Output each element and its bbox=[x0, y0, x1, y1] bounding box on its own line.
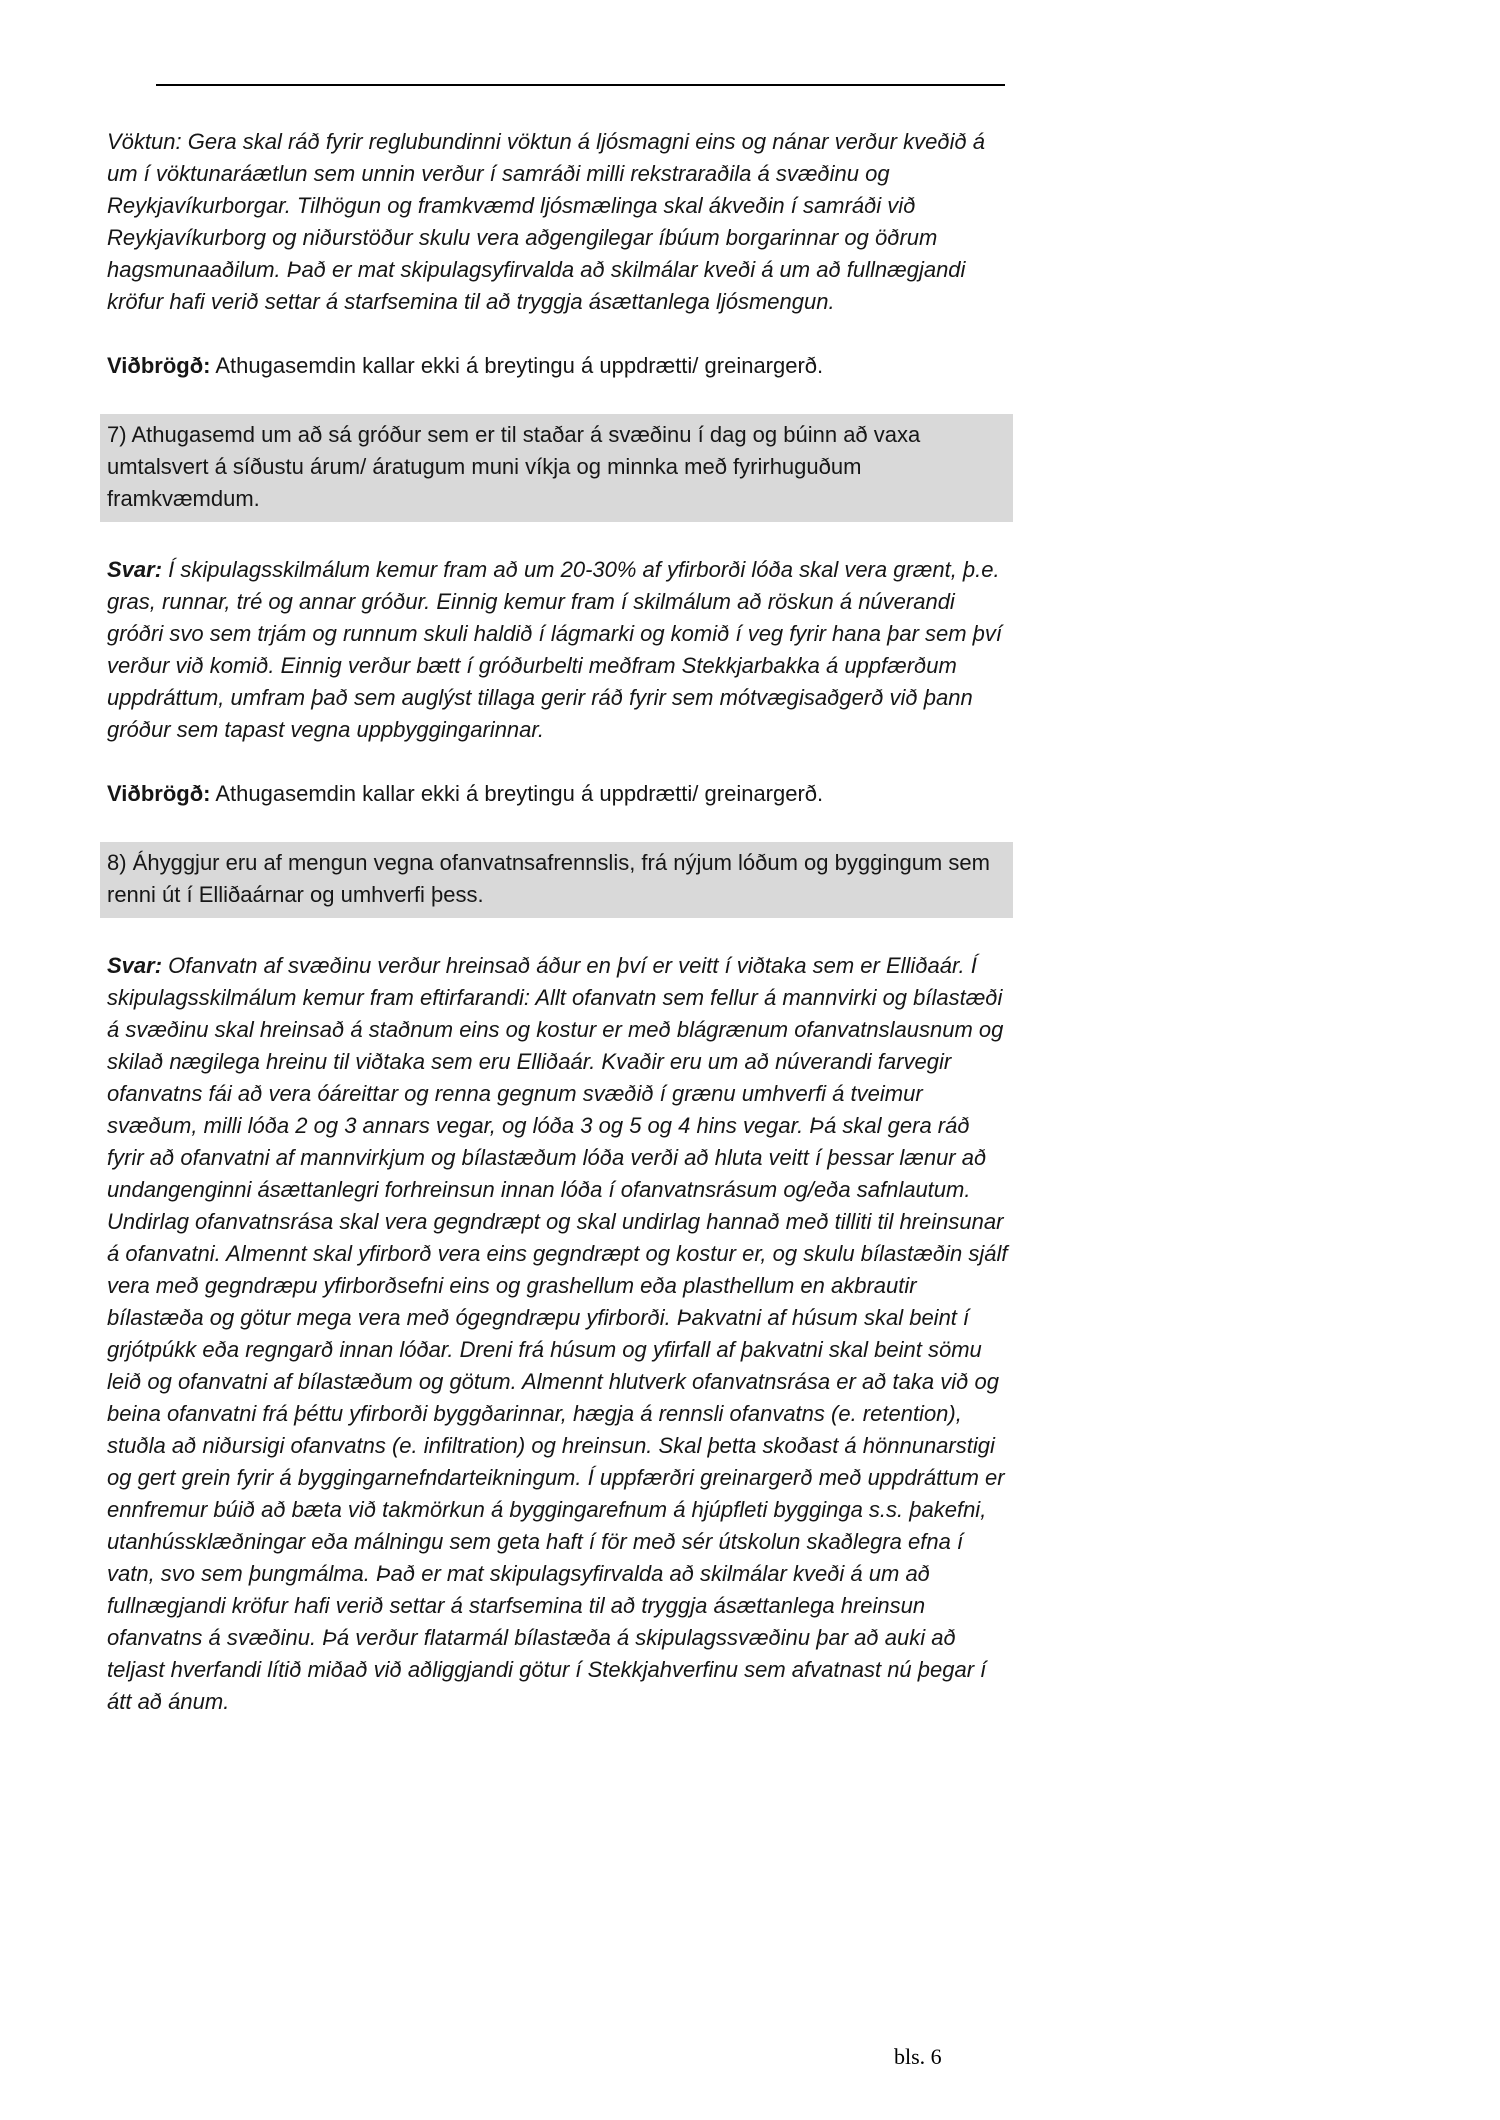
comment-8-highlight bbox=[100, 842, 1013, 918]
svar-label: Svar: bbox=[107, 953, 163, 978]
svar-7-text: Í skipulagsskilmálum kemur fram að um 20-30% af yfirborði lóða skal vera grænt, þ.e. gras, runnar, tré og annar gróður. Einnig kemur fram í skilmálum að röskun á núverandi gróðri svo sem trjám og runnum skuli haldið í lágmarki og komið í veg fyrir hana þar sem því verður við komið. Einnig verður bætt í gróðurbelti meðfram Stekkjarbakka á uppfærðum uppdráttum, umfram það sem auglýst tillaga gerir ráð fyrir sem mótvægisaðgerð við þann gróður sem tapast vegna uppbyggingarinnar. bbox=[107, 557, 1003, 742]
svar-label: Svar: bbox=[107, 557, 163, 582]
vidbrogd-text: Athugasemdin kallar ekki á breytingu á uppdrætti/ greinargerð. bbox=[215, 353, 824, 378]
svar-8-text: Ofanvatn af svæðinu verður hreinsað áður en því er veitt í viðtaka sem er Elliðaár. Í skipulagsskilmálum kemur fram eftirfarandi: Allt ofanvatn sem fellur á mannvirki og bílastæði á svæðinu skal hreinsað á staðnum eins og kostur er með blágrænum ofanvatnslausnum og skilað nægilega hreinu til viðtaka sem eru Elliðaár. Kvaðir eru um að núverandi farvegir ofanvatns fái að vera óáreittar og renna gegnum svæðið í grænu umhverfi á tveimur svæðum, milli lóða 2 og 3 annars vegar, og lóða 3 og 5 og 4 hins vegar. Þá skal gera ráð fyrir að ofanvatni af mannvirkjum og bílastæðum lóða verði að hluta veitt í þessar lænur að undangenginni ásættanlegri forhreinsun innan lóða í ofanvatnsrásum og/eða safnlautum. Undirlag ofanvatnsrása skal vera gegndræpt og skal undirlag hannað með tilliti til hreinsunar á ofanvatni. Almennt skal yfirborð vera eins gegndræpt og kostur er, og skulu bílastæðin sjálf vera með gegndræpu yfirborðsefni eins og grashellum eða plasthellum en akbrautir bílastæða og götur mega vera með ógegndræpu yfirborði. Þakvatni af húsum skal beint í grjótpúkk eða regngarð innan lóðar. Dreni frá húsum og yfirfall af þakvatni skal beint sömu leið og ofanvatni af bílastæðum og götum. Almennt hlutverk ofanvatnsrása er að taka við og beina ofanvatni frá þéttu yfirborði byggðarinnar, hægja á rennsli ofanvatns (e. retention), stuðla að niðursigi ofanvatns (e. infiltration) og hreinsun. Skal þetta skoðast á hönnunarstigi og gert grein fyrir á byggingarnefndarteikningum. Í uppfærðri greinargerð með uppdráttum er ennfremur búið að bæta við takmörkun á byggingarefnum á hjúpfleti bygginga s.s. þakefni, utanhússklæðningar eða málningu sem geta haft í för með sér útskolun skaðlegra efna í vatn, svo sem þungmálma. Það er mat skipulagsyfirvalda að skilmálar kveði á um að fullnægjandi kröfur hafi verið settar á starfsemina til að tryggja ásættanlega hreinsun ofanvatns á svæðinu. Þá verður flatarmál bílastæða á skipulagssvæðinu þar að auki að teljast hverfandi lítið miðað við aðliggjandi götur í Stekkjahverfinu sem afvatnast nú þegar í átt að ánum. bbox=[107, 953, 1008, 1714]
svar-7-paragraph bbox=[107, 554, 1010, 746]
paragraph-voktun-text: Vöktun: Gera skal ráð fyrir reglubundinni vöktun á ljósmagni eins og nánar verður kveðið á um í vöktunaráætlun sem unnin verður í samráði milli rekstraraðila á svæðinu og Reykjavíkurborgar. Tilhögun og framkvæmd ljósmælinga skal ákveðin í samráði við Reykjavíkurborg og niðurstöður skulu vera aðgengilegar íbúum borgarinnar og öðrum hagsmunaaðilum. Það er mat skipulagsyfirvalda að skilmálar kveði á um að fullnægjandi kröfur hafi verið settar á starfsemina til að tryggja ásættanlega ljósmengun. bbox=[107, 129, 986, 314]
comment-8-text: 8) Áhyggjur eru af mengun vegna ofanvatnsafrennslis, frá nýjum lóðum og byggingum sem renni út í Elliðaárnar og umhverfi þess. bbox=[107, 850, 990, 907]
page-number: bls. 6 bbox=[894, 2044, 942, 2069]
comment-7-text: 7) Athugasemd um að sá gróður sem er til staðar á svæðinu í dag og búinn að vaxa umtalsvert á síðustu árum/ áratugum muni víkja og minnka með fyrirhuguðum framkvæmdum. bbox=[107, 422, 921, 511]
response-line-1 bbox=[107, 350, 1010, 382]
header-rule bbox=[156, 84, 1005, 86]
vidbrogd-label: Viðbrögð: bbox=[107, 781, 211, 806]
paragraph-voktun bbox=[107, 126, 1010, 318]
page-content bbox=[107, 126, 1010, 1750]
svar-8-paragraph bbox=[107, 950, 1010, 1718]
response-line-2 bbox=[107, 778, 1010, 810]
vidbrogd-label: Viðbrögð: bbox=[107, 353, 211, 378]
vidbrogd-text: Athugasemdin kallar ekki á breytingu á uppdrætti/ greinargerð. bbox=[215, 781, 824, 806]
comment-7-highlight bbox=[100, 414, 1013, 522]
